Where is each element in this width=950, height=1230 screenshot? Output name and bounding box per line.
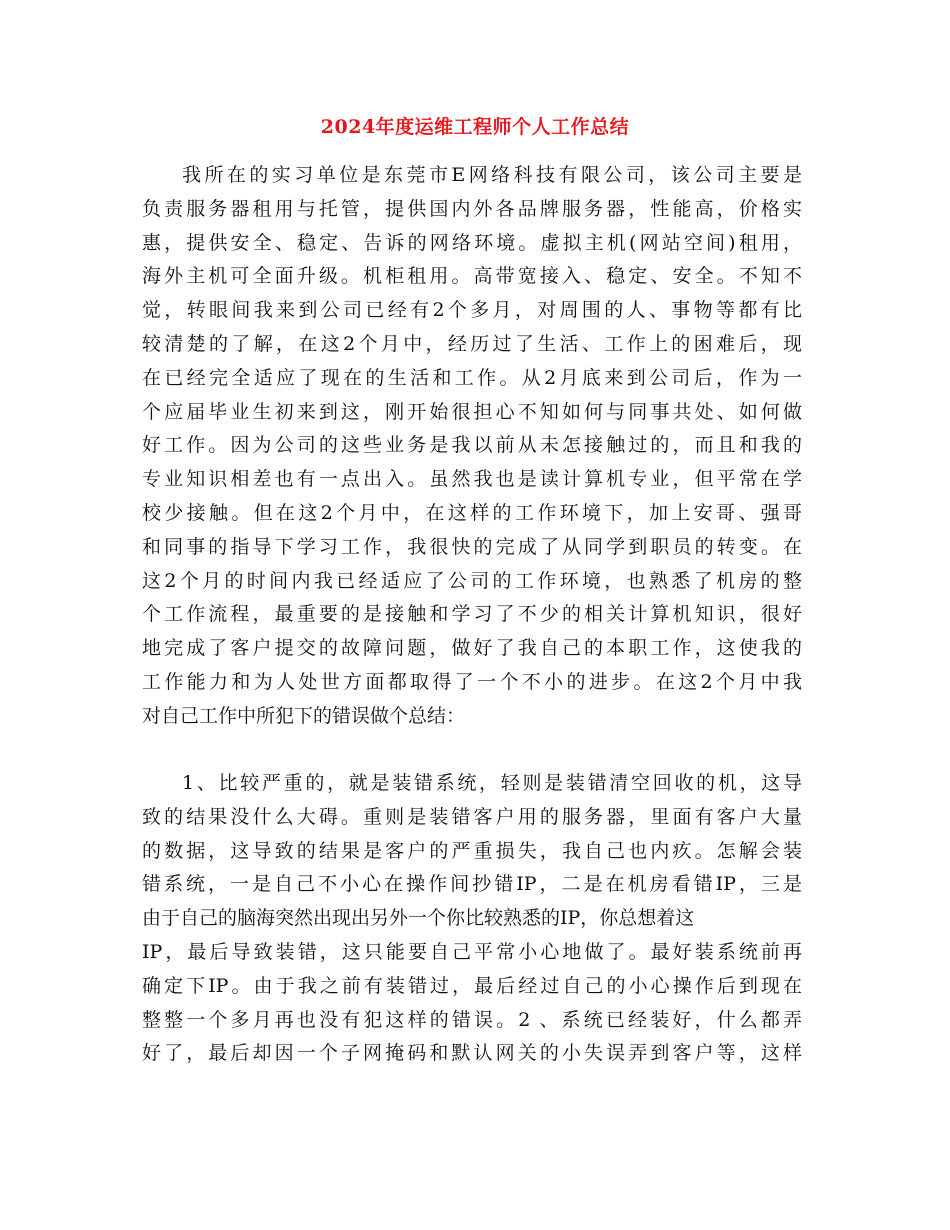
paragraph-1 (142, 159, 802, 734)
text-line: 这2个月的时间内我已经适应了公司的工作环境，也熟悉了机房的整 (142, 569, 802, 592)
text-line: 个工作流程，最重要的是接触和学习了不少的相关计算机知识，很好 (142, 603, 802, 626)
text-line: 由于自己的脑海突然出现出另外一个你比较熟悉的IP，你总想着这 (142, 907, 695, 930)
text-line: 工作能力和为人处世方面都取得了一个不小的进步。在这2个月中我 (142, 670, 802, 693)
text-line: 在已经完全适应了现在的生活和工作。从2月底来到公司后，作为一 (142, 366, 802, 389)
text-line: 较清楚的了解，在这2个月中，经历过了生活、工作上的困难后，现 (142, 332, 802, 355)
text-line: 我所在的实习单位是东莞市E网络科技有限公司，该公司主要是 (182, 164, 802, 186)
text-line: 觉，转眼间我来到公司已经有2个多月，对周围的人、事物等都有比 (142, 299, 802, 322)
text-line: 地完成了客户提交的故障问题，做好了我自己的本职工作，这使我的 (142, 637, 802, 660)
text-line: 致的结果没什么大碍。重则是装错客户用的服务器，里面有客户大量 (142, 805, 802, 828)
text-line: 校少接触。但在这2个月中，在这样的工作环境下，加上安哥、强哥 (142, 501, 802, 524)
text-line: 的数据，这导致的结果是客户的严重损失，我自己也内疚。怎解会装 (142, 839, 802, 862)
text-line: 错系统，一是自己不小心在操作间抄错IP，二是在机房看错IP，三是 (142, 873, 802, 896)
text-line: 好了，最后却因一个子网掩码和默认网关的小失误弄到客户等，这样 (142, 1042, 802, 1065)
paragraph-2 (142, 767, 802, 1071)
text-line: IP，最后导致装错，这只能要自己平常小心地做了。最好装系统前再 (142, 940, 802, 963)
document-title: 2024年度运维工程师个人工作总结 (320, 116, 630, 138)
text-line: 好工作。因为公司的这些业务是我以前从未怎接触过的，而且和我的 (142, 434, 802, 457)
text-line: 专业知识相差也有一点出入。虽然我也是读计算机专业，但平常在学 (142, 468, 802, 491)
text-line: 整整一个多月再也没有犯这样的错误。2 、系统已经装好，什么都弄 (142, 1008, 802, 1031)
text-line: 对自己工作中所犯下的错误做个总结： (142, 704, 466, 727)
text-line: 1、比较严重的，就是装错系统，轻则是装错清空回收的机，这导 (182, 772, 802, 794)
text-line: 惠，提供安全、稳定、告诉的网络环境。虚拟主机(网站空间)租用， (142, 231, 802, 254)
text-line: 确定下IP。由于我之前有装错过，最后经过自己的小心操作后到现在 (142, 974, 802, 997)
text-line: 和同事的指导下学习工作，我很快的完成了从同学到职员的转变。在 (142, 535, 802, 558)
text-line: 海外主机可全面升级。机柜租用。高带宽接入、稳定、安全。不知不 (142, 265, 802, 288)
text-line: 负责服务器租用与托管，提供国内外各品牌服务器，性能高，价格实 (142, 197, 802, 220)
text-line: 个应届毕业生初来到这，刚开始很担心不知如何与同事共处、如何做 (142, 400, 802, 423)
